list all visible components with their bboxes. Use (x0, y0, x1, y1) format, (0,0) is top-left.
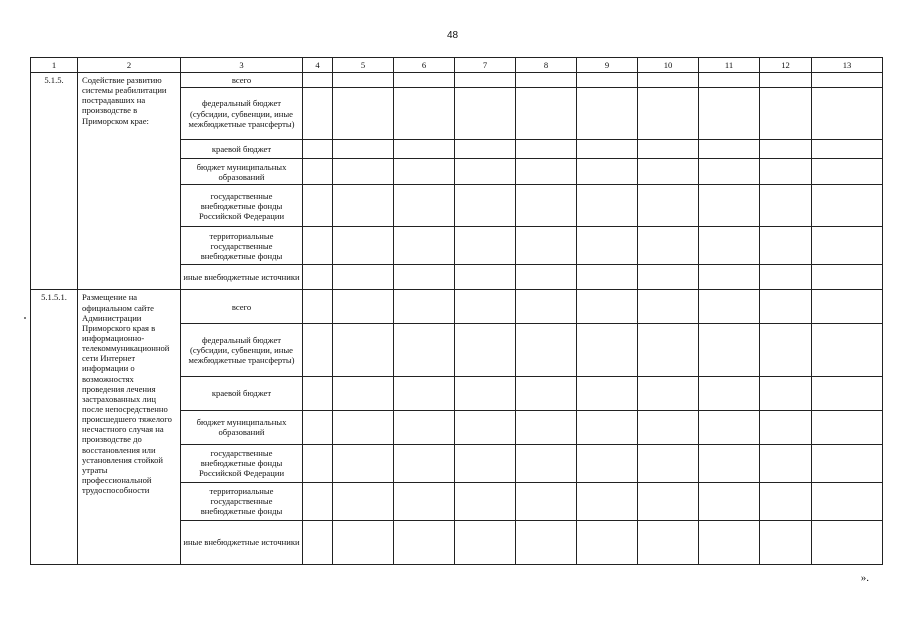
value-cell (333, 290, 394, 324)
value-cell (760, 444, 812, 482)
value-cell (760, 482, 812, 520)
value-cell (812, 73, 883, 88)
column-header: 13 (812, 58, 883, 73)
value-cell (394, 482, 455, 520)
value-cell (455, 159, 516, 185)
value-cell (638, 324, 699, 376)
value-cell (638, 410, 699, 444)
value-cell (577, 140, 638, 159)
table-row (31, 73, 883, 88)
value-cell (455, 227, 516, 265)
value-cell (303, 185, 333, 227)
budget-table (30, 57, 883, 565)
value-cell (303, 324, 333, 376)
value-cell (812, 290, 883, 324)
funding-source: бюджет муниципальных образований (181, 159, 303, 185)
value-cell (760, 520, 812, 564)
value-cell (455, 444, 516, 482)
value-cell (455, 265, 516, 290)
value-cell (812, 520, 883, 564)
value-cell (638, 265, 699, 290)
value-cell (516, 140, 577, 159)
value-cell (577, 410, 638, 444)
column-header: 7 (455, 58, 516, 73)
value-cell (303, 290, 333, 324)
value-cell (516, 376, 577, 410)
value-cell (577, 482, 638, 520)
value-cell (303, 520, 333, 564)
funding-source: федеральный бюджет (субсидии, субвенции, иные межбюджетные трансферты) (181, 324, 303, 376)
value-cell (638, 73, 699, 88)
value-cell (812, 265, 883, 290)
value-cell (760, 88, 812, 140)
value-cell (303, 227, 333, 265)
value-cell (577, 520, 638, 564)
value-cell (303, 73, 333, 88)
value-cell (333, 410, 394, 444)
value-cell (394, 290, 455, 324)
header-row (31, 58, 883, 73)
value-cell (760, 290, 812, 324)
value-cell (303, 444, 333, 482)
value-cell (699, 410, 760, 444)
funding-source: иные внебюджетные источники (181, 265, 303, 290)
value-cell (303, 410, 333, 444)
funding-source: территориальные государственные внебюджетные фонды (181, 482, 303, 520)
value-cell (516, 444, 577, 482)
value-cell (516, 410, 577, 444)
column-header: 12 (760, 58, 812, 73)
funding-source: краевой бюджет (181, 140, 303, 159)
page-number: 48 (446, 30, 459, 41)
column-header: 1 (31, 58, 78, 73)
value-cell (455, 482, 516, 520)
value-cell (394, 140, 455, 159)
value-cell (699, 265, 760, 290)
value-cell (455, 140, 516, 159)
value-cell (812, 185, 883, 227)
value-cell (760, 324, 812, 376)
column-header: 6 (394, 58, 455, 73)
column-header: 10 (638, 58, 699, 73)
value-cell (577, 159, 638, 185)
value-cell (699, 482, 760, 520)
value-cell (333, 265, 394, 290)
value-cell (577, 376, 638, 410)
value-cell (333, 444, 394, 482)
value-cell (516, 88, 577, 140)
value-cell (699, 185, 760, 227)
value-cell (577, 444, 638, 482)
value-cell (638, 520, 699, 564)
value-cell (638, 227, 699, 265)
value-cell (455, 290, 516, 324)
value-cell (638, 185, 699, 227)
value-cell (455, 376, 516, 410)
value-cell (394, 376, 455, 410)
value-cell (394, 88, 455, 140)
value-cell (303, 376, 333, 410)
funding-source: бюджет муниципальных образований (181, 410, 303, 444)
value-cell (455, 410, 516, 444)
value-cell (699, 73, 760, 88)
column-header: 3 (181, 58, 303, 73)
value-cell (333, 227, 394, 265)
value-cell (394, 444, 455, 482)
funding-source: государственные внебюджетные фонды Российской Федерации (181, 444, 303, 482)
value-cell (455, 520, 516, 564)
value-cell (699, 520, 760, 564)
funding-source: всего (181, 73, 303, 88)
value-cell (760, 410, 812, 444)
funding-source: федеральный бюджет (субсидии, субвенции, иные межбюджетные трансферты) (181, 88, 303, 140)
value-cell (812, 88, 883, 140)
value-cell (516, 324, 577, 376)
value-cell (638, 444, 699, 482)
value-cell (394, 410, 455, 444)
item-description: Содействие развитию системы реабилитации пострадавших на производстве в Приморском крае: (78, 73, 181, 290)
value-cell (394, 227, 455, 265)
value-cell (812, 159, 883, 185)
value-cell (699, 159, 760, 185)
item-number: 5.1.5. (31, 73, 78, 290)
value-cell (699, 140, 760, 159)
value-cell (577, 73, 638, 88)
table-row (31, 290, 883, 324)
value-cell (516, 482, 577, 520)
value-cell (760, 73, 812, 88)
value-cell (638, 376, 699, 410)
value-cell (516, 520, 577, 564)
column-header: 2 (78, 58, 181, 73)
column-header: 8 (516, 58, 577, 73)
value-cell (394, 159, 455, 185)
value-cell (455, 185, 516, 227)
value-cell (812, 482, 883, 520)
value-cell (333, 482, 394, 520)
funding-source: краевой бюджет (181, 376, 303, 410)
column-header: 9 (577, 58, 638, 73)
value-cell (699, 324, 760, 376)
funding-source: иные внебюджетные источники (181, 520, 303, 564)
value-cell (760, 159, 812, 185)
value-cell (394, 265, 455, 290)
value-cell (699, 290, 760, 324)
value-cell (516, 159, 577, 185)
value-cell (455, 73, 516, 88)
value-cell (455, 88, 516, 140)
value-cell (812, 227, 883, 265)
value-cell (333, 376, 394, 410)
column-header: 4 (303, 58, 333, 73)
value-cell (638, 88, 699, 140)
value-cell (699, 227, 760, 265)
value-cell (333, 185, 394, 227)
item-number: 5.1.5.1. (31, 290, 78, 565)
value-cell (760, 265, 812, 290)
column-header: 5 (333, 58, 394, 73)
value-cell (638, 482, 699, 520)
value-cell (699, 376, 760, 410)
value-cell (638, 140, 699, 159)
value-cell (333, 73, 394, 88)
funding-source: всего (181, 290, 303, 324)
value-cell (577, 88, 638, 140)
value-cell (394, 520, 455, 564)
value-cell (638, 290, 699, 324)
value-cell (516, 290, 577, 324)
value-cell (812, 376, 883, 410)
column-header: 11 (699, 58, 760, 73)
item-description: Размещение на официальном сайте Администрации Приморского края в информационно-телекоммуникационной сети Интернет информации о возможностях проведения лечения застрахованных лиц после непосредственно происшедшего тяжелого несчастного случая на производстве до восстановления или установления стойкой утраты профессиональной трудоспособности (78, 290, 181, 565)
value-cell (760, 140, 812, 159)
funding-source: территориальные государственные внебюджетные фонды (181, 227, 303, 265)
value-cell (394, 73, 455, 88)
value-cell (760, 227, 812, 265)
value-cell (638, 159, 699, 185)
value-cell (333, 159, 394, 185)
value-cell (303, 140, 333, 159)
scan-speck (24, 317, 26, 319)
value-cell (303, 159, 333, 185)
value-cell (333, 324, 394, 376)
value-cell (812, 444, 883, 482)
value-cell (760, 376, 812, 410)
value-cell (577, 265, 638, 290)
value-cell (303, 265, 333, 290)
value-cell (516, 73, 577, 88)
closing-quote: ». (860, 572, 869, 584)
value-cell (303, 482, 333, 520)
value-cell (516, 185, 577, 227)
value-cell (516, 227, 577, 265)
value-cell (333, 140, 394, 159)
value-cell (760, 185, 812, 227)
value-cell (577, 324, 638, 376)
value-cell (394, 324, 455, 376)
value-cell (812, 140, 883, 159)
value-cell (394, 185, 455, 227)
value-cell (455, 324, 516, 376)
value-cell (577, 227, 638, 265)
funding-source: государственные внебюджетные фонды Российской Федерации (181, 185, 303, 227)
value-cell (303, 88, 333, 140)
value-cell (577, 290, 638, 324)
value-cell (812, 410, 883, 444)
value-cell (577, 185, 638, 227)
value-cell (333, 520, 394, 564)
value-cell (699, 88, 760, 140)
value-cell (516, 265, 577, 290)
value-cell (812, 324, 883, 376)
value-cell (333, 88, 394, 140)
value-cell (699, 444, 760, 482)
